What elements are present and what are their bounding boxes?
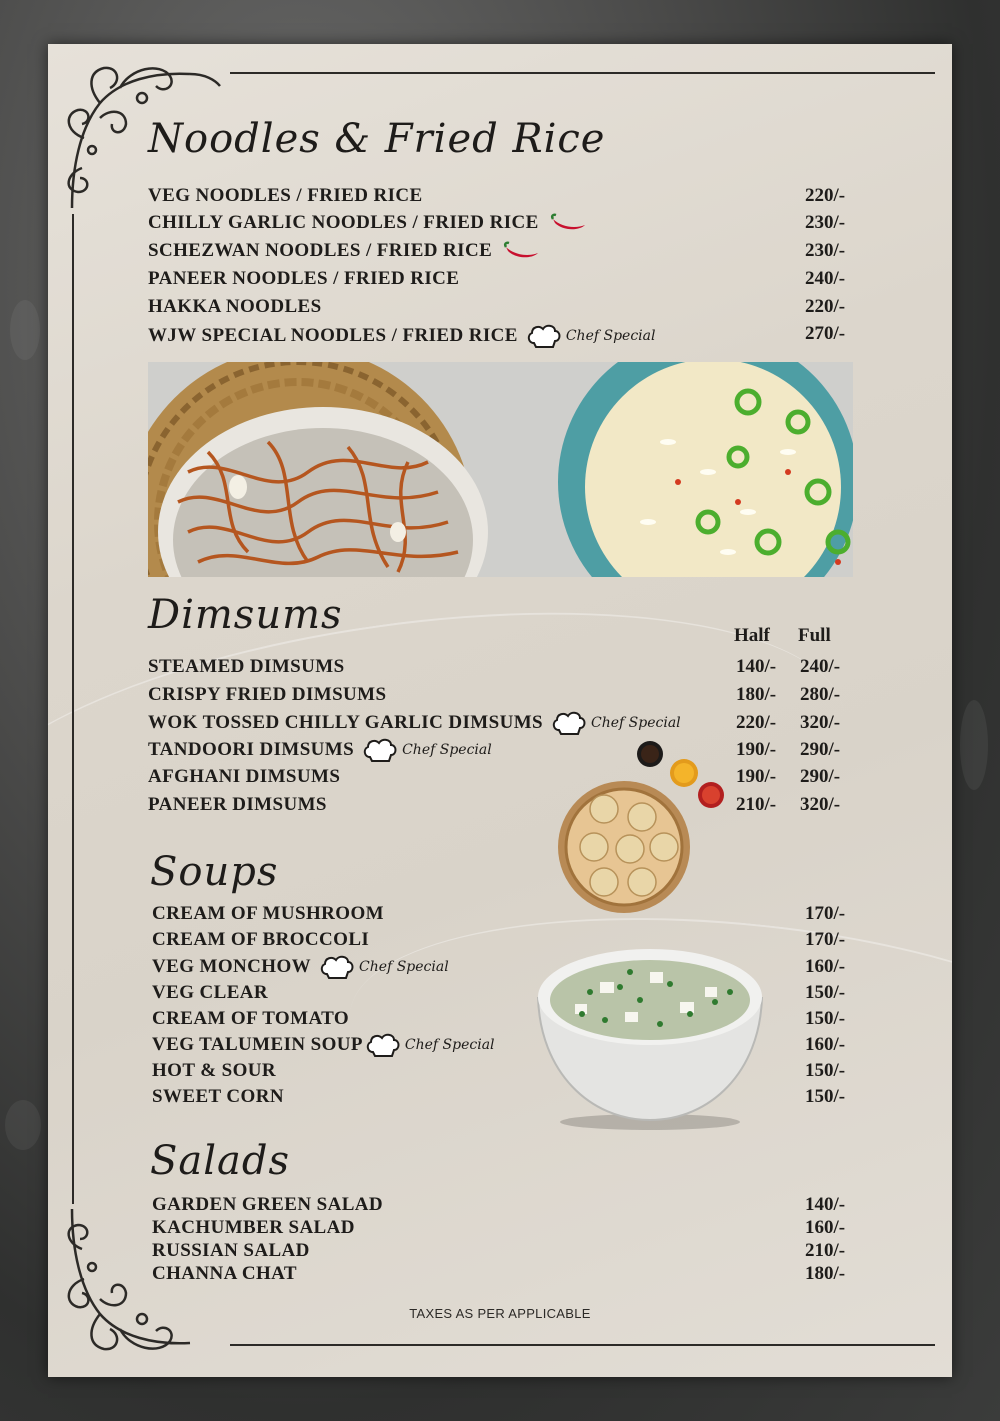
menu-item [148, 240, 542, 262]
menu-item [152, 1060, 276, 1082]
menu-item [152, 1032, 495, 1058]
menu-item [152, 1086, 284, 1108]
item-price-full: 290/- [800, 766, 841, 787]
item-name: HAKKA NOODLES [148, 296, 322, 317]
frame-top-line [230, 72, 935, 74]
chili-icon [549, 213, 589, 233]
frame-left-line [72, 214, 74, 1204]
item-price-half: 140/- [736, 656, 777, 677]
chef-special-tag: Chef Special [565, 328, 656, 344]
item-name: CRISPY FRIED DIMSUMS [148, 684, 387, 705]
item-name: GARDEN GREEN SALAD [152, 1194, 384, 1215]
item-name: RUSSIAN SALAD [152, 1240, 310, 1261]
item-name: CHILLY GARLIC NOODLES / FRIED RICE [148, 212, 539, 233]
item-price: 240/- [805, 268, 846, 289]
item-price: 180/- [805, 1263, 846, 1284]
section-title-noodles: Noodles & Fried Rice [148, 116, 606, 162]
item-name: VEG CLEAR [152, 982, 269, 1003]
item-price-full: 320/- [800, 712, 841, 733]
chef-special-tag: Chef Special [404, 1037, 495, 1053]
chef-hat-icon [362, 737, 398, 763]
item-name: CREAM OF TOMATO [152, 1008, 350, 1029]
menu-item [148, 766, 340, 788]
item-price: 220/- [805, 185, 846, 206]
column-header-half: Half [734, 625, 770, 646]
menu-item [152, 1240, 310, 1262]
frame-bottom-line [230, 1344, 935, 1346]
item-name: SCHEZWAN NOODLES / FRIED RICE [148, 240, 493, 261]
item-price: 230/- [805, 212, 846, 233]
section-title-dimsums: Dimsums [148, 592, 343, 638]
soup-bowl-photo [530, 942, 770, 1132]
menu-item [148, 656, 345, 678]
item-price-full: 280/- [800, 684, 841, 705]
item-price: 150/- [805, 1086, 846, 1107]
chef-special-tag: Chef Special [402, 742, 492, 758]
menu-item [148, 212, 589, 234]
item-price-full: 320/- [800, 794, 841, 815]
item-name: PANEER DIMSUMS [148, 794, 327, 815]
menu-item [148, 684, 386, 706]
menu-item [148, 323, 655, 349]
item-name: WJW SPECIAL NOODLES / FRIED RICE [148, 325, 518, 346]
item-name: VEG NOODLES / FRIED RICE [148, 185, 423, 206]
menu-item [152, 982, 268, 1004]
chili-icon [502, 241, 542, 261]
menu-item [152, 1263, 297, 1285]
menu-item [152, 1008, 349, 1030]
item-price: 220/- [805, 296, 846, 317]
item-price-full: 290/- [800, 739, 841, 760]
taxes-note: TAXES AS PER APPLICABLE [409, 1306, 591, 1321]
item-name: STEAMED DIMSUMS [148, 656, 345, 677]
item-price: 140/- [805, 1194, 846, 1215]
menu-item [152, 903, 384, 925]
item-name: TANDOORI DIMSUMS [148, 739, 355, 760]
chef-special-tag: Chef Special [359, 959, 449, 975]
menu-item [148, 268, 459, 290]
menu-item [148, 185, 423, 207]
item-name: WOK TOSSED CHILLY GARLIC DIMSUMS [148, 712, 544, 733]
item-name: KACHUMBER SALAD [152, 1217, 355, 1238]
item-name: VEG TALUMEIN SOUP [152, 1034, 363, 1055]
menu-item [148, 296, 322, 318]
item-price: 150/- [805, 1008, 846, 1029]
menu-item [152, 954, 449, 980]
item-price: 210/- [805, 1240, 846, 1261]
menu-item [148, 737, 492, 763]
item-price-half: 190/- [736, 739, 777, 760]
menu-item [152, 929, 369, 951]
chef-hat-icon [319, 954, 355, 980]
chef-special-tag: Chef Special [591, 715, 681, 731]
item-name: HOT & SOUR [152, 1060, 277, 1081]
chef-hat-icon [551, 710, 587, 736]
item-name: CHANNA CHAT [152, 1263, 297, 1284]
item-name: VEG MONCHOW [152, 956, 312, 977]
chef-hat-icon [365, 1032, 401, 1058]
menu-item [152, 1217, 355, 1239]
menu-item [148, 794, 327, 816]
item-name: CREAM OF BROCCOLI [152, 929, 370, 950]
item-name: CREAM OF MUSHROOM [152, 903, 384, 924]
item-price: 170/- [805, 929, 846, 950]
item-price: 170/- [805, 903, 846, 924]
menu-page [48, 44, 952, 1377]
item-price-full: 240/- [800, 656, 841, 677]
column-header-full: Full [798, 625, 831, 646]
item-name: SWEET CORN [152, 1086, 284, 1107]
item-name: AFGHANI DIMSUMS [148, 766, 341, 787]
item-name: PANEER NOODLES / FRIED RICE [148, 268, 460, 289]
item-price: 160/- [805, 956, 846, 977]
item-price-half: 190/- [736, 766, 777, 787]
item-price: 150/- [805, 1060, 846, 1081]
item-price: 230/- [805, 240, 846, 261]
item-price: 160/- [805, 1217, 846, 1238]
section-title-soups: Soups [150, 849, 279, 895]
dimsum-basket-photo [554, 737, 734, 917]
item-price: 270/- [805, 323, 846, 344]
section-title-salads: Salads [150, 1138, 291, 1184]
menu-item [148, 710, 681, 736]
item-price-half: 210/- [736, 794, 777, 815]
menu-item [152, 1194, 383, 1216]
item-price-half: 220/- [736, 712, 777, 733]
item-price: 160/- [805, 1034, 846, 1055]
item-price: 150/- [805, 982, 846, 1003]
item-price-half: 180/- [736, 684, 777, 705]
noodles-rice-photo [148, 362, 853, 577]
chef-hat-icon [526, 323, 562, 349]
